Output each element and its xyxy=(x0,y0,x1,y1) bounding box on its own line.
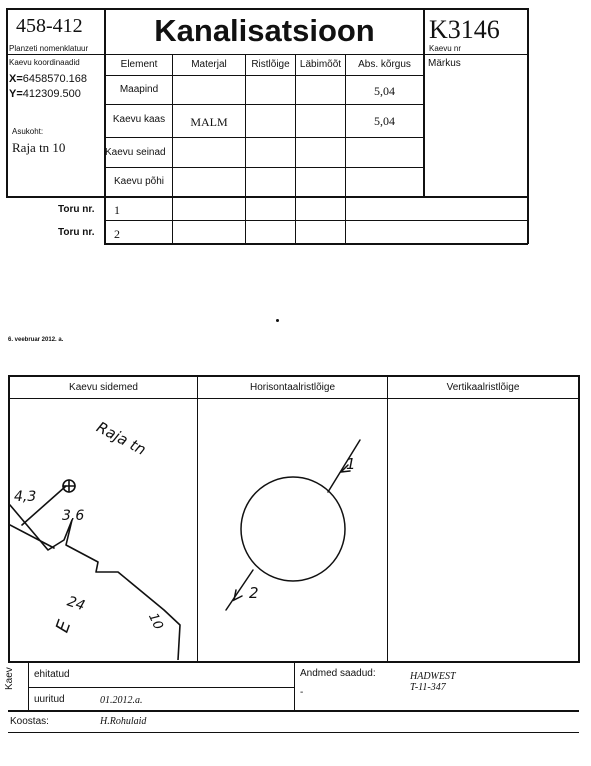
surveyed-value: 01.2012.a. xyxy=(100,695,143,706)
coordinate-y xyxy=(9,88,81,100)
surveyed-label: uuritud xyxy=(34,694,65,705)
sketch-distance-c: 24 xyxy=(64,593,87,615)
coordinates-label: Kaevu koordinaadid xyxy=(9,58,80,67)
coordinate-y-label: Y= xyxy=(9,88,23,100)
location-value: Raja tn 10 xyxy=(12,140,66,155)
row-label-bottom: Kaevu põhi xyxy=(113,176,165,187)
coordinate-x-label: X= xyxy=(9,73,23,85)
document-date: 6. veebruar 2012. a. xyxy=(8,337,64,343)
pipe-1-label: Toru nr. xyxy=(58,204,95,215)
column-header-cross-section: Ristlõige xyxy=(251,59,290,70)
location-label: Asukoht: xyxy=(12,127,44,136)
data-source-label: Andmed saadud: xyxy=(300,668,376,679)
sketch-distance-a: 4,3 xyxy=(14,489,37,505)
coordinate-x-value: 6458570.168 xyxy=(22,73,87,85)
sketch-street-label: Raja tn xyxy=(93,418,149,459)
footer-side-label: Kaev xyxy=(4,667,15,690)
pipe-1-marker: 1 xyxy=(346,455,356,473)
row-label-ground: Maapind xyxy=(119,84,159,95)
section-title-horizontal: Horisontaalristlõige xyxy=(249,382,336,393)
data-source-dash: - xyxy=(300,687,304,698)
data-source-value-2: T-11-347 xyxy=(410,682,446,693)
building-outline xyxy=(10,505,180,660)
built-label: ehitatud xyxy=(34,669,70,680)
coordinate-x xyxy=(9,73,87,85)
coordinate-y-value: 412309.500 xyxy=(22,88,81,100)
nomenclature-caption: Planzeti nomenklatuur xyxy=(9,44,89,53)
row-label-lid: Kaevu kaas xyxy=(112,114,166,125)
pipe-2-marker: 2 xyxy=(249,584,259,602)
sketch-letter: E xyxy=(51,617,76,636)
row-value-lid-abs: 5,04 xyxy=(374,114,395,128)
sketch-house-number: 10 xyxy=(144,610,166,633)
author-label: Koostas: xyxy=(10,716,49,727)
column-header-element: Element xyxy=(120,59,158,70)
row-value-lid-material: MALM xyxy=(190,115,228,129)
data-source-value-1: HADWEST xyxy=(410,671,456,682)
column-header-abs-height: Abs. kõrgus xyxy=(358,59,411,70)
well-number: K3146 xyxy=(429,15,500,44)
column-header-material: Materjal xyxy=(191,59,227,70)
scan-speck xyxy=(276,319,279,322)
page-title: Kanalisatsioon xyxy=(154,13,375,48)
section-title-links: Kaevu sidemed xyxy=(69,382,138,393)
well-circle xyxy=(241,477,345,581)
pipe-2-value: 2 xyxy=(114,227,120,241)
row-value-ground-abs: 5,04 xyxy=(374,84,395,98)
column-header-notes: Märkus xyxy=(428,58,461,69)
author-value: H.Rohulaid xyxy=(100,716,147,727)
sketch-distance-b: 3,6 xyxy=(62,508,85,524)
pipe-2-label: Toru nr. xyxy=(58,227,95,238)
row-label-walls: Kaevu seinad xyxy=(105,147,166,158)
nomenclature-value: 458-412 xyxy=(16,15,83,37)
pipe-1-value: 1 xyxy=(114,203,120,217)
column-header-diameter: Läbimõõt xyxy=(299,59,342,70)
section-title-vertical: Vertikaalristlõige xyxy=(446,382,520,393)
horizontal-section-drawing xyxy=(198,400,387,660)
well-number-caption: Kaevu nr xyxy=(429,44,462,53)
